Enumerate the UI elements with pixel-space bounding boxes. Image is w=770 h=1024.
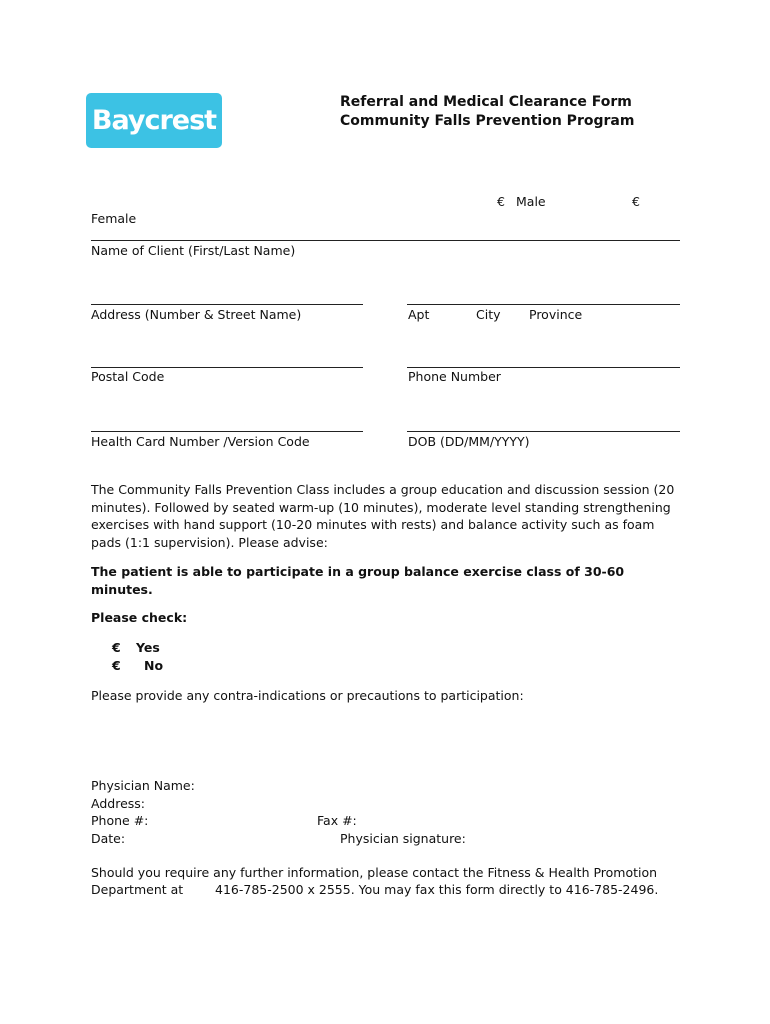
dob-label: DOB (DD/MM/YYYY) bbox=[408, 434, 530, 449]
physician-address-label: Address: bbox=[91, 796, 145, 811]
yes-checkbox[interactable]: € bbox=[112, 640, 121, 655]
logo-text: Baycrest bbox=[91, 105, 217, 136]
postal-code-line[interactable] bbox=[91, 367, 363, 368]
male-checkbox[interactable]: € bbox=[497, 194, 505, 209]
phone-number-label: Phone Number bbox=[408, 369, 501, 384]
client-name-label: Name of Client (First/Last Name) bbox=[91, 243, 296, 258]
city-label: City bbox=[476, 307, 501, 322]
contra-indications-area[interactable] bbox=[91, 708, 680, 774]
footer-phone-fax: 416-785-2500 x 2555. You may fax this form directly to 416-785-2496. bbox=[215, 882, 659, 897]
health-card-line[interactable] bbox=[91, 431, 363, 432]
physician-name-label: Physician Name: bbox=[91, 778, 195, 793]
address-label: Address (Number & Street Name) bbox=[91, 307, 302, 322]
province-label: Province bbox=[529, 307, 583, 322]
client-name-line[interactable] bbox=[91, 240, 680, 241]
no-label: No bbox=[144, 658, 164, 673]
baycrest-logo bbox=[86, 93, 222, 148]
apt-label: Apt bbox=[408, 307, 430, 322]
program-title: Community Falls Prevention Program bbox=[340, 113, 635, 129]
no-checkbox[interactable]: € bbox=[112, 658, 121, 673]
please-check-label: Please check: bbox=[91, 610, 188, 625]
female-label: Female bbox=[91, 211, 137, 226]
address-line[interactable] bbox=[91, 304, 363, 305]
phone-number-line[interactable] bbox=[407, 367, 680, 368]
contra-indications-prompt: Please provide any contra-indications or precautions to participation: bbox=[91, 688, 524, 703]
physician-phone-label: Phone #: bbox=[91, 813, 149, 828]
physician-fax-label: Fax #: bbox=[317, 813, 357, 828]
health-card-label: Health Card Number /Version Code bbox=[91, 434, 310, 449]
class-description: The Community Falls Prevention Class includes a group education and discussion session (20 minutes). Followed by seated warm-up (10 minutes), moderate level standing strengthening exercises with hand support (10-20 minutes with rests) and balance activity such as foam pads (1:1 supervision). Please advise: bbox=[91, 482, 675, 550]
female-checkbox[interactable]: € bbox=[632, 194, 640, 209]
dob-line[interactable] bbox=[407, 431, 680, 432]
form-title: Referral and Medical Clearance Form bbox=[340, 94, 632, 110]
yes-label: Yes bbox=[136, 640, 160, 655]
footer-department-label: Department at bbox=[91, 882, 184, 897]
clearance-statement: The patient is able to participate in a group balance exercise class of 30-60 minutes. bbox=[91, 564, 625, 597]
date-label: Date: bbox=[91, 831, 126, 846]
apt-city-province-line[interactable] bbox=[407, 304, 680, 305]
postal-code-label: Postal Code bbox=[91, 369, 165, 384]
physician-signature-label: Physician signature: bbox=[340, 831, 466, 846]
footer-contact-line1: Should you require any further information, please contact the Fitness & Health Promotion bbox=[91, 865, 658, 880]
male-label: Male bbox=[516, 194, 546, 209]
